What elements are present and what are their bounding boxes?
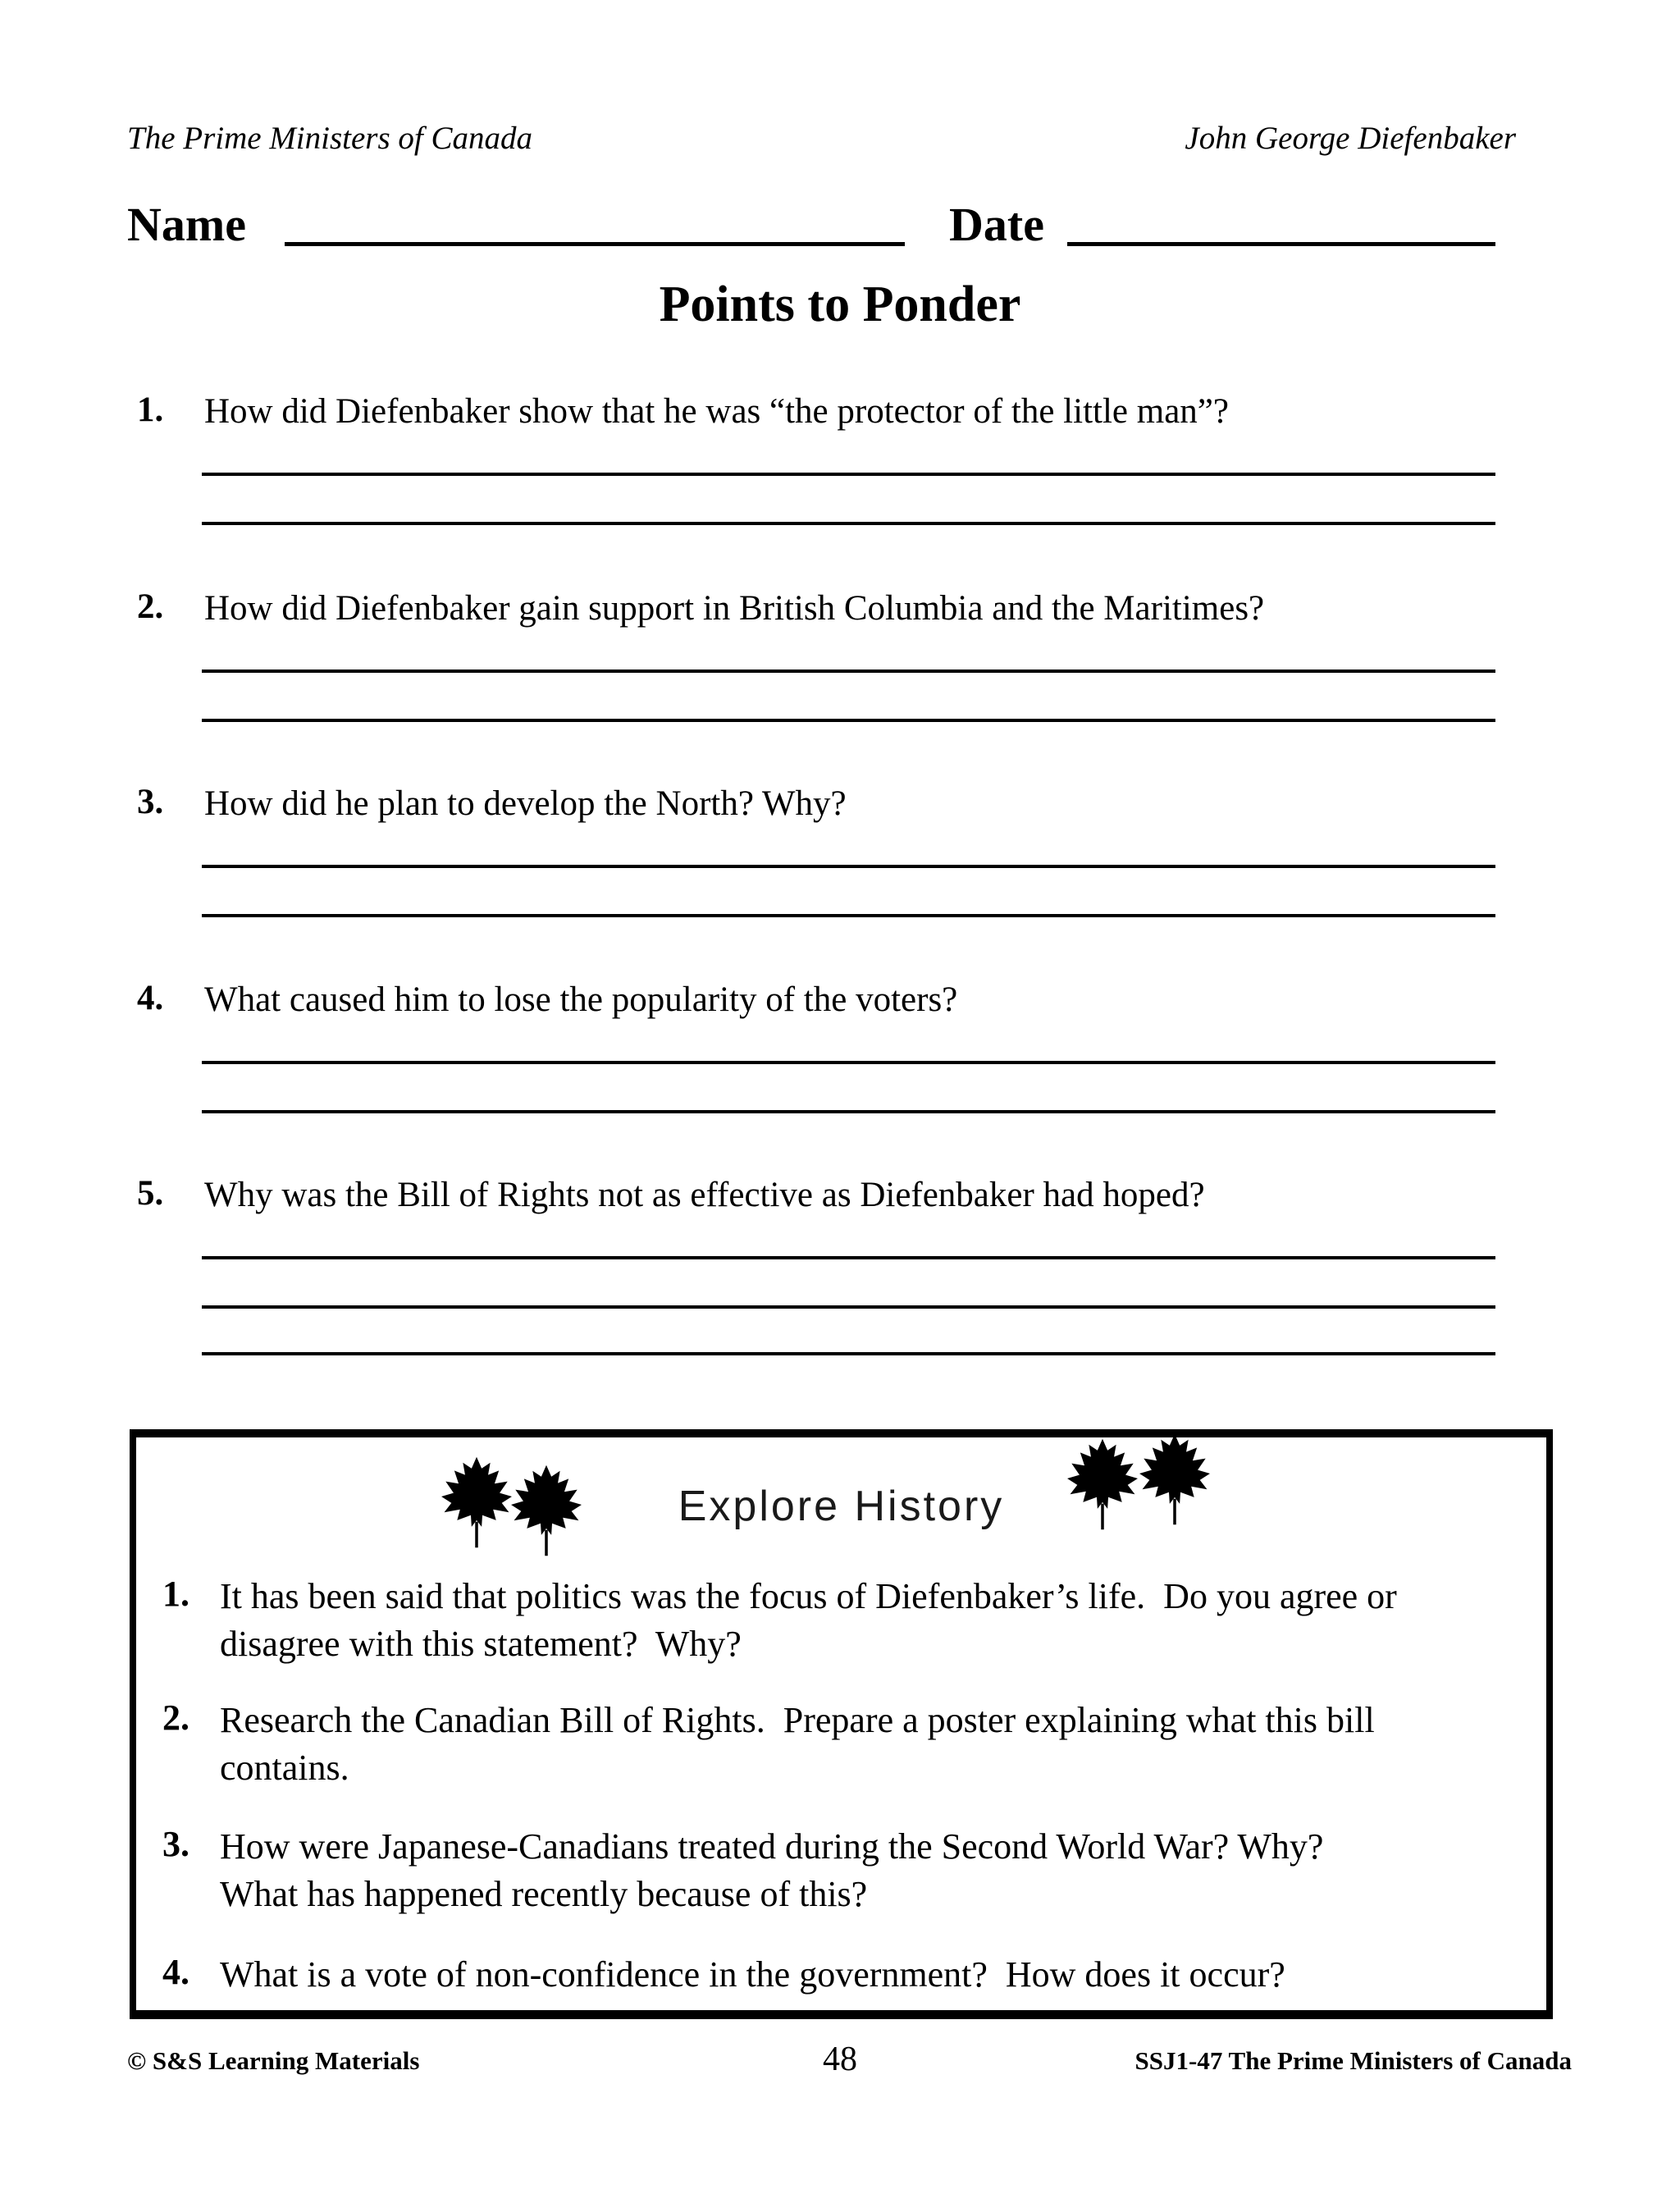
explore-item-number: 4.: [162, 1952, 189, 1992]
footer-copyright: © S&S Learning Materials: [127, 2046, 420, 2075]
explore-item-text: Research the Canadian Bill of Rights. Prepare a poster explaining what this bill contains.: [220, 1700, 1384, 1788]
name-label: Name: [127, 198, 246, 251]
question-text: What caused him to lose the popularity of the voters?: [204, 980, 958, 1019]
question-text: How did Diefenbaker show that he was “the protector of the little man”?: [204, 392, 1229, 431]
answer-line[interactable]: [202, 1305, 1495, 1309]
answer-line[interactable]: [202, 914, 1495, 917]
answer-line[interactable]: [202, 865, 1495, 868]
question-number: 5.: [137, 1174, 164, 1213]
question-number: 4.: [137, 979, 164, 1017]
answer-line[interactable]: [202, 1256, 1495, 1259]
header-series-title: The Prime Ministers of Canada: [127, 121, 532, 156]
explore-item-number: 3.: [162, 1824, 189, 1864]
answer-line[interactable]: [202, 719, 1495, 722]
date-label: Date: [949, 198, 1044, 251]
page-number: 48: [823, 2040, 857, 2078]
header-subject-name: John George Diefenbaker: [1185, 121, 1516, 156]
answer-line[interactable]: [202, 1352, 1495, 1355]
answer-line[interactable]: [202, 669, 1495, 673]
question-number: 2.: [137, 587, 164, 626]
answer-line[interactable]: [202, 473, 1495, 476]
answer-line[interactable]: [202, 522, 1495, 525]
page-title: Points to Ponder: [659, 276, 1021, 332]
footer-product-code: SSJ1-47 The Prime Ministers of Canada: [1134, 2046, 1572, 2075]
answer-line[interactable]: [202, 1061, 1495, 1064]
question-number: 3.: [137, 783, 164, 821]
date-blank-line[interactable]: [1067, 242, 1495, 246]
question-text: How did he plan to develop the North? Why?: [204, 784, 847, 823]
explore-item-number: 1.: [162, 1574, 189, 1614]
explore-item-text: What is a vote of non-confidence in the government? How does it occur?: [220, 1954, 1285, 1995]
question-text: Why was the Bill of Rights not as effective as Diefenbaker had hoped?: [204, 1176, 1205, 1214]
explore-history-title: Explore History: [678, 1483, 1005, 1530]
explore-item-text: It has been said that politics was the focus of Diefenbaker’s life. Do you agree or disagree with this statement? Why?: [220, 1576, 1406, 1664]
explore-item-text: How were Japanese-Canadians treated during the Second World War? Why? What has happened recently because of this?: [220, 1826, 1341, 1914]
explore-item-number: 2.: [162, 1698, 189, 1738]
question-number: 1.: [137, 391, 164, 429]
answer-line[interactable]: [202, 1110, 1495, 1113]
question-text: How did Diefenbaker gain support in British Columbia and the Maritimes?: [204, 589, 1265, 628]
name-blank-line[interactable]: [285, 242, 905, 246]
